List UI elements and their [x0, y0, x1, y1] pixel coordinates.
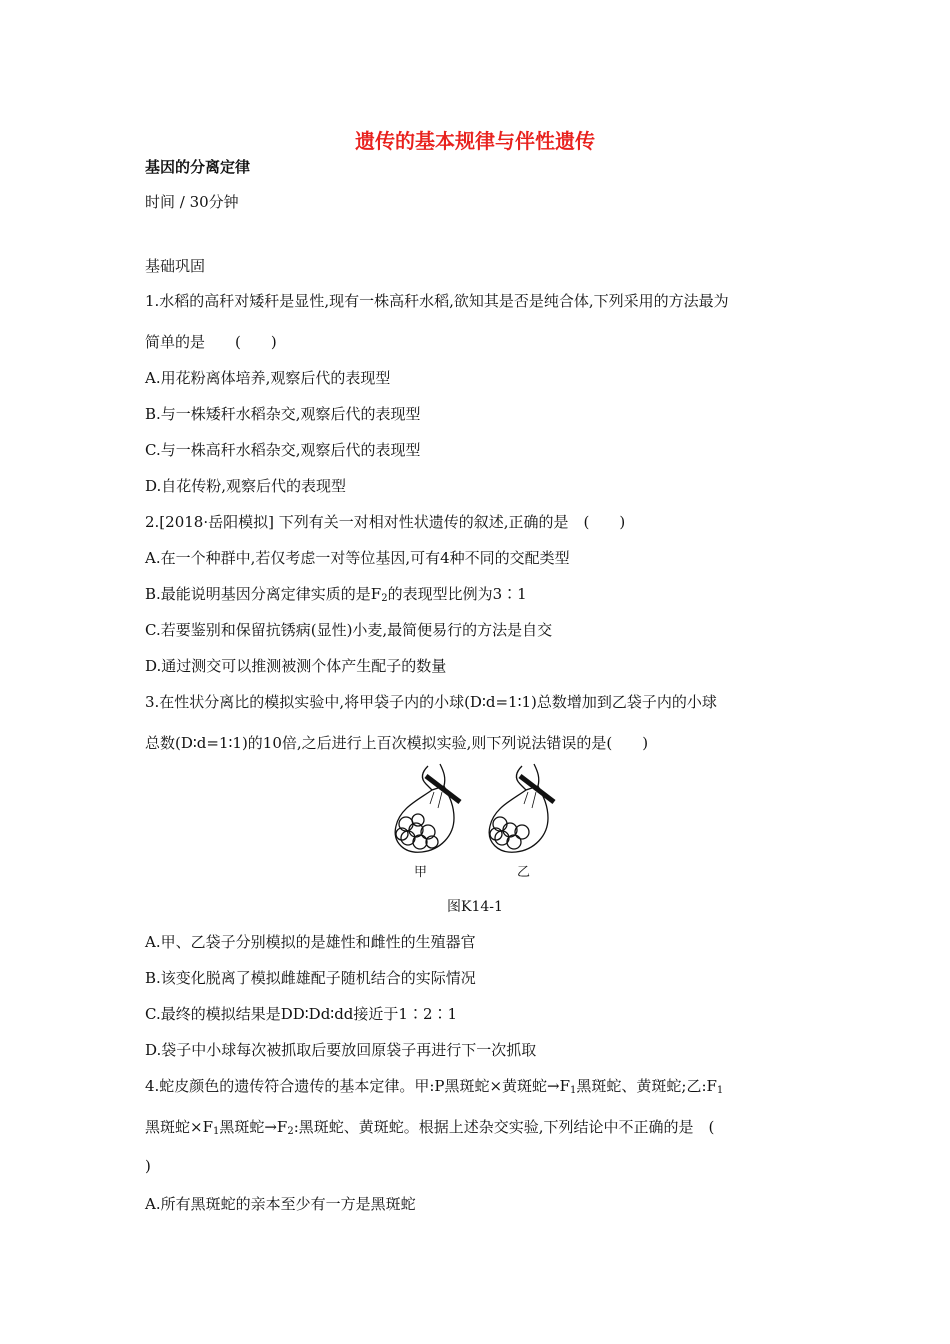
q2-stem: 2.[2018·岳阳模拟] 下列有关一对相对性状遗传的叙述,正确的是 ( ) [145, 513, 626, 531]
figure-label-left: 甲 [414, 865, 428, 880]
bag-left [395, 764, 460, 852]
q1-stem-line2: 简单的是 ( ) [145, 333, 277, 351]
q3-stem-line1: 3.在性状分离比的模拟实验中,将甲袋子内的小球(D∶d=1∶1)总数增加到乙袋子内的小球 [145, 693, 717, 711]
q2-option-d: D.通过测交可以推测被测个体产生配子的数量 [145, 657, 447, 675]
q4-stem-line2 [145, 1117, 714, 1137]
q3-option-c: C.最终的模拟结果是DD∶Dd∶dd接近于1∶2∶1 [145, 1005, 458, 1023]
bag-right [489, 764, 554, 852]
q4-line1-subscript-end: 1 [716, 1085, 724, 1096]
figure-label-right: 乙 [517, 865, 531, 880]
q4-stem-line3: ) [145, 1157, 151, 1175]
q4-line2-text-mid: 黑斑蛇→F [219, 1118, 288, 1136]
bags-figure [388, 762, 558, 878]
q2-option-c: C.若要鉴别和保留抗锈病(显性)小麦,最简便易行的方法是自交 [145, 621, 553, 639]
q3-option-a: A.甲、乙袋子分别模拟的是雄性和雌性的生殖器官 [145, 933, 476, 951]
q2-option-a: A.在一个种群中,若仅考虑一对等位基因,可有4种不同的交配类型 [145, 549, 570, 567]
q4-line1-text-mid: 黑斑蛇、黄斑蛇;乙:F [576, 1077, 717, 1095]
q3-stem-line2: 总数(D∶d=1∶1)的10倍,之后进行上百次模拟实验,则下列说法错误的是( ) [145, 734, 649, 752]
q4-line1-subscript: 1 [570, 1085, 577, 1096]
q2-option-b-text-end: 的表现型比例为3∶1 [387, 585, 527, 603]
figure-caption: 图K14-1 [447, 899, 503, 915]
q2-option-b-text: B.最能说明基因分离定律实质的是F [145, 585, 382, 603]
bags-illustration [388, 762, 558, 862]
q4-line1-text: 4.蛇皮颜色的遗传符合遗传的基本定律。甲:P黑斑蛇×黄斑蛇→F [145, 1077, 571, 1095]
category-heading: 基础巩固 [145, 257, 206, 275]
time-limit: 时间 / 30分钟 [145, 193, 239, 211]
q1-option-a: A.用花粉离体培养,观察后代的表现型 [145, 369, 391, 387]
q2-option-b-subscript: 2 [381, 593, 388, 604]
q4-line2-text: 黑斑蛇×F [145, 1118, 213, 1136]
q4-line2-subscript-2: 2 [287, 1126, 294, 1137]
q1-option-b: B.与一株矮秆水稻杂交,观察后代的表现型 [145, 405, 421, 423]
section-heading: 基因的分离定律 [145, 158, 251, 176]
q1-option-c: C.与一株高秆水稻杂交,观察后代的表现型 [145, 441, 421, 459]
q4-stem-line1 [145, 1076, 723, 1096]
document-title: 遗传的基本规律与伴性遗传 [355, 129, 595, 153]
q3-option-d: D.袋子中小球每次被抓取后要放回原袋子再进行下一次抓取 [145, 1041, 537, 1059]
q1-stem-line1: 1.水稻的高秆对矮秆是显性,现有一株高秆水稻,欲知其是否是纯合体,下列采用的方法最为 [145, 292, 729, 310]
q3-option-b: B.该变化脱离了模拟雌雄配子随机结合的实际情况 [145, 969, 476, 987]
q4-line2-subscript: 1 [212, 1126, 220, 1137]
q4-option-a: A.所有黑斑蛇的亲本至少有一方是黑斑蛇 [145, 1195, 416, 1213]
q1-option-d: D.自花传粉,观察后代的表现型 [145, 477, 347, 495]
q2-option-b [145, 584, 527, 604]
q4-line2-text-end: :黑斑蛇、黄斑蛇。根据上述杂交实验,下列结论中不正确的是 ( [293, 1118, 715, 1136]
